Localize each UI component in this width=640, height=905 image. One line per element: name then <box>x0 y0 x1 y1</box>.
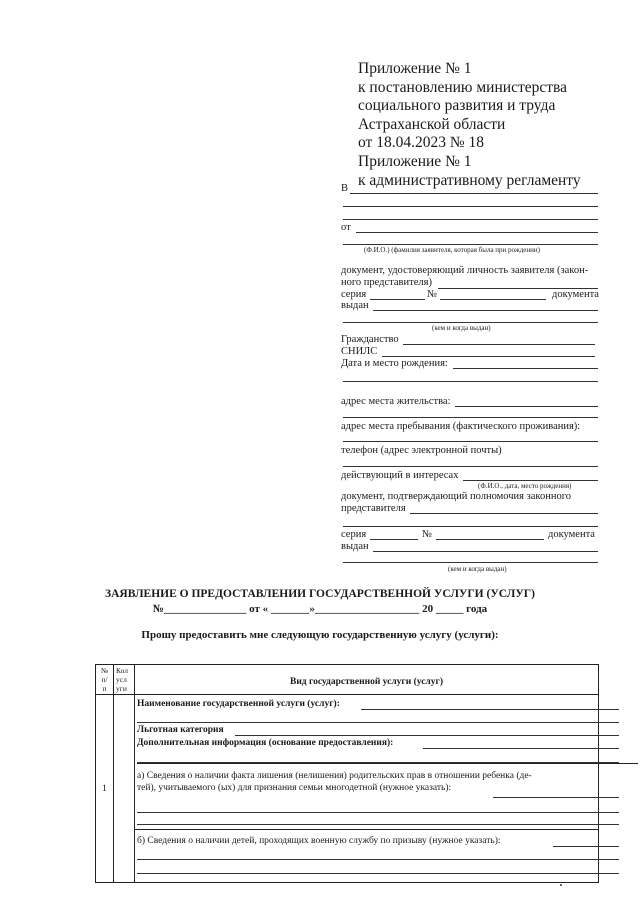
col-no-header: № п/ п <box>96 665 114 695</box>
to-field-line2[interactable] <box>343 206 598 207</box>
acting-label: действующий в интересах <box>341 470 459 481</box>
birth-label: Дата и место рождения: <box>341 358 448 369</box>
rep-doc-field-line2[interactable] <box>343 526 598 527</box>
rep-doc-label-cont: представителя <box>341 503 406 514</box>
benefit-category-field[interactable] <box>235 735 619 736</box>
citizenship-label: Гражданство <box>341 334 399 345</box>
to-field-line3[interactable] <box>343 219 598 220</box>
header-line: социального развития и труда <box>358 97 556 115</box>
birth-field-line2[interactable] <box>343 381 598 382</box>
item-b-field-line3[interactable] <box>137 873 619 874</box>
header-line: Приложение № 1 <box>358 60 472 77</box>
series2-field[interactable] <box>370 539 418 540</box>
number2-field[interactable] <box>436 539 544 540</box>
series-label: серия <box>341 289 367 300</box>
service-name-field[interactable] <box>361 709 619 710</box>
acting-hint: (Ф.И.О., дата, место рождения) <box>478 482 572 490</box>
service-name-field-line2[interactable] <box>137 722 619 723</box>
benefit-category-label: Льготная категория <box>137 725 224 735</box>
rep-doc-field[interactable] <box>410 513 598 514</box>
id-doc-label: документ, удостоверяющий личность заявителя (закон- <box>341 265 589 276</box>
document2-label: документа <box>548 529 595 540</box>
item-b-field[interactable] <box>553 846 619 847</box>
additional-info-label: Дополнительная информация (основание предоставления): <box>137 738 394 748</box>
statement-title: ЗАЯВЛЕНИЕ О ПРЕДОСТАВЛЕНИИ ГОСУДАРСТВЕННОЙ УСЛУГИ (УСЛУГ) <box>105 588 535 600</box>
issued2-label: выдан <box>341 541 369 552</box>
issued-label: выдан <box>341 300 369 311</box>
stay-label: адрес места пребывания (фактического проживания): <box>341 421 581 432</box>
stay-field[interactable] <box>343 441 598 442</box>
issued-field[interactable] <box>373 310 598 311</box>
issued2-hint: (кем и когда выдан) <box>448 565 507 573</box>
residence-label: адрес места жительства: <box>341 396 451 407</box>
item-b-field-line2[interactable] <box>137 859 619 860</box>
header-line: к постановлению министерства <box>358 78 568 96</box>
residence-field[interactable] <box>455 406 598 407</box>
header-line: к административному регламенту <box>358 171 581 189</box>
issued2-field[interactable] <box>373 551 598 552</box>
services-table <box>95 664 599 883</box>
number2-label: № <box>422 529 433 540</box>
issued-hint: (кем и когда выдан) <box>432 324 491 332</box>
number-label: № <box>427 289 438 300</box>
service-name-label: Наименование государственной услуги (услуг): <box>137 699 340 709</box>
item-a-field-line2[interactable] <box>137 812 619 813</box>
item-a-label-cont: тей), учитываемого (ых) для признания семьи многодетной (нужное указать): <box>137 783 452 793</box>
rep-doc-label: документ, подтверждающий полномочия законного <box>341 491 572 502</box>
issued-field-line2[interactable] <box>343 322 598 323</box>
header-line: Приложение № 1 <box>358 152 472 170</box>
from-field-line2[interactable] <box>343 244 598 245</box>
header-line: от 18.04.2023 № 18 <box>358 134 484 152</box>
service-details-cell <box>135 695 599 883</box>
number-field[interactable] <box>440 299 546 300</box>
header-line: Астраханской области <box>358 115 506 133</box>
request-text: Прошу предоставить мне следующую государственную услугу (услуги): <box>141 629 499 641</box>
residence-field-line2[interactable] <box>343 417 598 418</box>
phone-label: телефон (адрес электронной почты) <box>341 445 502 456</box>
id-doc-label-cont: ного представителя) <box>341 277 432 288</box>
issued2-field-line2[interactable] <box>343 562 598 563</box>
item-b-label: б) Сведения о наличии детей, проходящих военную службу по призыву (нужное указать): <box>137 836 501 846</box>
phone-field[interactable] <box>343 466 598 467</box>
row-number: 1 <box>96 695 114 883</box>
item-a-field-line3[interactable] <box>137 824 619 825</box>
series-field[interactable] <box>370 299 425 300</box>
to-label: В <box>341 183 349 194</box>
snils-label: СНИЛС <box>341 346 378 357</box>
from-field[interactable] <box>356 232 598 233</box>
citizenship-field[interactable] <box>403 344 595 345</box>
item-a-field[interactable] <box>493 797 619 798</box>
to-field[interactable] <box>350 193 598 194</box>
additional-info-field[interactable] <box>423 748 619 749</box>
snils-field[interactable] <box>382 356 595 357</box>
series2-label: серия <box>341 529 367 540</box>
scan-speck <box>560 884 562 886</box>
item-a-label: а) Сведения о наличии факта лишения (нелишения) родительских прав в отношении ребенка (де- <box>137 771 532 781</box>
fio-hint: (Ф.И.О.) (фамилия заявителя, которая была при рождении) <box>364 246 540 254</box>
col-qty-header: Кол усл уги <box>114 665 135 695</box>
acting-field[interactable] <box>463 480 598 481</box>
document-label: документа <box>552 289 599 300</box>
statement-number-line: №_______________ от « _______»___________________ 20 _____ года <box>152 603 488 615</box>
birth-field[interactable] <box>453 368 598 369</box>
appendix-header <box>358 60 581 190</box>
from-label: от <box>341 222 351 233</box>
col-type-header: Вид государственной услуги (услуг) <box>135 665 599 695</box>
row-qty-cell[interactable] <box>114 695 135 883</box>
